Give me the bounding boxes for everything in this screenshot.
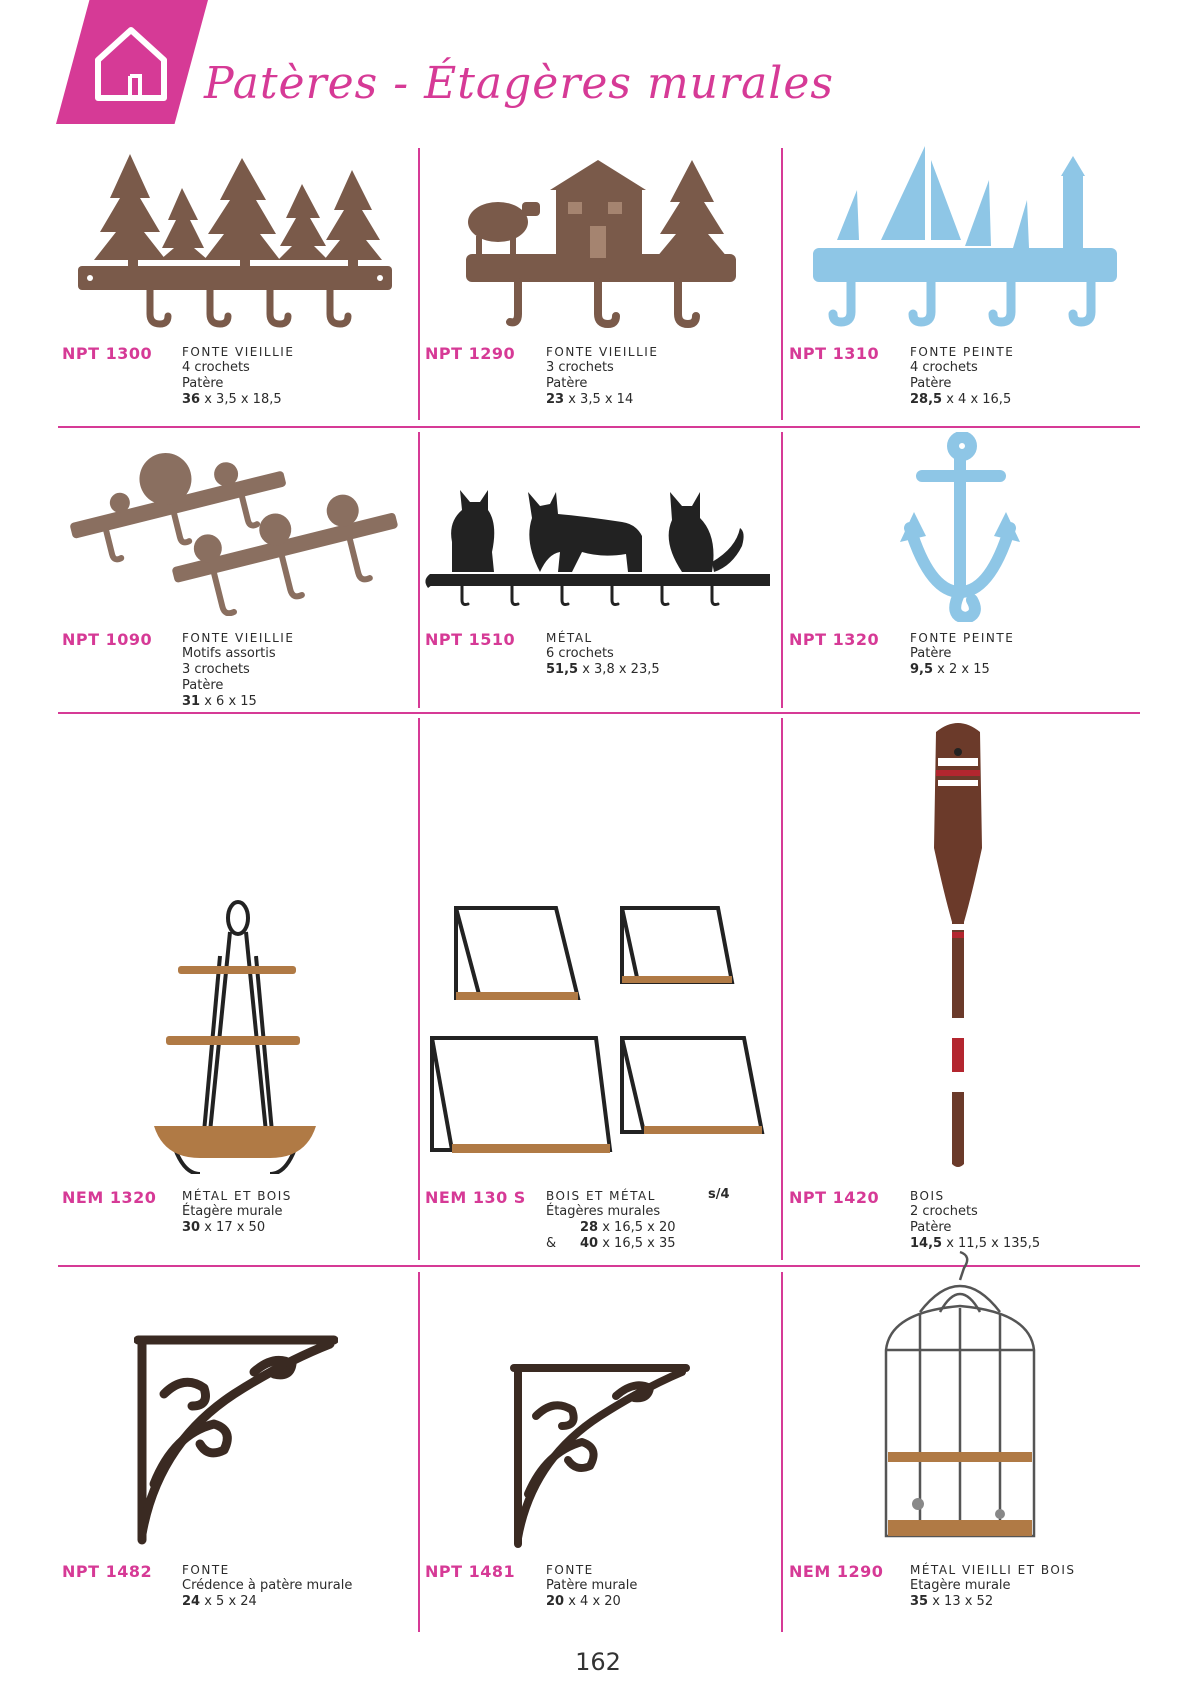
product-image-small-bracket-hook [510,1362,690,1550]
product-detail: 3 crochets [546,360,614,375]
product-code: NPT 1510 [425,630,516,649]
product-code: NEM 1320 [62,1188,157,1207]
product-image-large-bracket-hook [134,1334,338,1546]
product-image-anchor-hook [900,432,1020,622]
product-material: FONTE [546,1563,594,1577]
dimension-main: 24 [182,1594,201,1609]
product-description [546,1188,676,1252]
column-divider [781,432,783,708]
product-dimensions [546,1236,676,1252]
page-title: Patères - Étagères murales [204,58,834,109]
product-code: NPT 1420 [789,1188,880,1207]
product-detail: Motifs assortis [182,646,276,661]
product-description [182,344,294,408]
column-divider [418,1272,420,1632]
product-detail: Patère [910,376,952,391]
product-code: NEM 1290 [789,1562,884,1581]
product-detail: 2 crochets [910,1204,978,1219]
product-material: FONTE PEINTE [910,631,1015,645]
product-code: NPT 1320 [789,630,880,649]
product-image-cats-hook-rack [422,462,778,612]
product-image-sailboats-hook-rack [805,140,1125,330]
product-material: MÉTAL VIEILLI ET BOIS [910,1563,1076,1577]
product-detail: Patère murale [546,1578,638,1593]
dimension-main: 23 [546,392,565,407]
product-detail: Étagères murales [546,1204,661,1219]
product-code: NPT 1090 [62,630,153,649]
product-detail: Patère [910,1220,952,1235]
product-image-three-tier-shelf [150,896,320,1174]
dimension-prefix: & [546,1236,557,1251]
product-dimensions [182,1220,292,1236]
product-detail: 4 crochets [910,360,978,375]
product-description [182,1188,292,1236]
product-description [910,1562,1076,1610]
dimension-main: 20 [546,1594,565,1609]
product-detail: Patère [182,678,224,693]
product-code: NPT 1310 [789,344,880,363]
product-dimensions [910,392,1014,408]
product-code: NPT 1300 [62,344,153,363]
dimension-rest: x 17 x 50 [200,1220,266,1235]
dimension-main: 31 [182,694,201,709]
product-detail: Patère [182,376,224,391]
dimension-main: 9,5 [910,662,934,677]
product-description [546,344,658,408]
product-dimensions [182,694,294,710]
product-description [182,630,294,710]
product-detail: Étagère murale [182,1204,283,1219]
product-code: NPT 1482 [62,1562,153,1581]
product-material: BOIS [910,1189,945,1203]
product-detail: 6 crochets [546,646,614,661]
product-material: FONTE VIEILLIE [182,631,295,645]
product-dimensions [546,662,660,678]
dimension-rest: x 4 x 16,5 [942,392,1012,407]
column-divider [418,718,420,1260]
product-material: FONTE VIEILLIE [182,345,295,359]
column-divider [781,718,783,1260]
dimension-rest: x 4 x 20 [564,1594,621,1609]
dimension-main: 40 [580,1236,599,1251]
product-detail: Patère [546,376,588,391]
column-divider [418,432,420,708]
dimension-main: 35 [910,1594,929,1609]
dimension-main: 14,5 [910,1236,943,1251]
product-dimensions [182,392,294,408]
product-material: MÉTAL [546,631,593,645]
product-material: MÉTAL ET BOIS [182,1189,292,1203]
product-image-oar-hook [928,718,988,1170]
dimension-main: 30 [182,1220,201,1235]
dimension-rest: x 3,5 x 18,5 [200,392,282,407]
product-description [546,630,660,678]
page-number: 162 [575,1648,621,1676]
product-material: BOIS ET MÉTAL [546,1189,656,1203]
product-detail: 3 crochets [182,662,250,677]
row-divider [58,426,1140,428]
dimension-rest: x 11,5 x 135,5 [942,1236,1041,1251]
product-image-birdcage-shelf [880,1250,1040,1548]
column-divider [418,148,420,420]
house-icon [92,24,170,104]
product-detail: 4 crochets [182,360,250,375]
dimension-rest: x 16,5 x 35 [598,1236,676,1251]
product-description [910,630,1014,678]
product-description [546,1562,637,1610]
product-image-snail-hook-racks [60,436,410,616]
product-dimensions [182,1594,352,1610]
dimension-rest: x 3,8 x 23,5 [578,662,660,677]
product-detail: Etagère murale [910,1578,1011,1593]
product-image-four-wall-shelves [426,900,776,1168]
product-detail: Patère [910,646,952,661]
dimension-rest: x 16,5 x 20 [598,1220,676,1235]
product-dimensions [546,392,658,408]
product-image-pine-trees-hook-rack [70,148,400,328]
dimension-main: 28,5 [910,392,943,407]
row-divider [58,712,1140,714]
dimension-rest: x 5 x 24 [200,1594,257,1609]
product-code: NEM 130 S [425,1188,526,1207]
column-divider [781,1272,783,1632]
product-description [910,344,1014,408]
product-material: FONTE [182,1563,230,1577]
product-description [910,1188,1040,1252]
product-code: NPT 1481 [425,1562,516,1581]
set-quantity: s/4 [708,1187,730,1202]
dimension-main: 51,5 [546,662,579,677]
dimension-rest: x 13 x 52 [928,1594,994,1609]
product-image-chalet-cow-hook-rack [458,150,748,330]
product-dimensions [546,1594,637,1610]
product-dimensions [546,1220,676,1236]
product-material: FONTE PEINTE [910,345,1015,359]
dimension-main: 28 [580,1220,599,1235]
column-divider [781,148,783,420]
product-material: FONTE VIEILLIE [546,345,659,359]
product-code: NPT 1290 [425,344,516,363]
product-dimensions [910,662,1014,678]
dimension-rest: x 2 x 15 [933,662,990,677]
product-detail: Crédence à patère murale [182,1578,353,1593]
dimension-rest: x 6 x 15 [200,694,257,709]
dimension-main: 36 [182,392,201,407]
dimension-rest: x 3,5 x 14 [564,392,634,407]
product-dimensions [910,1594,1076,1610]
product-description [182,1562,352,1610]
